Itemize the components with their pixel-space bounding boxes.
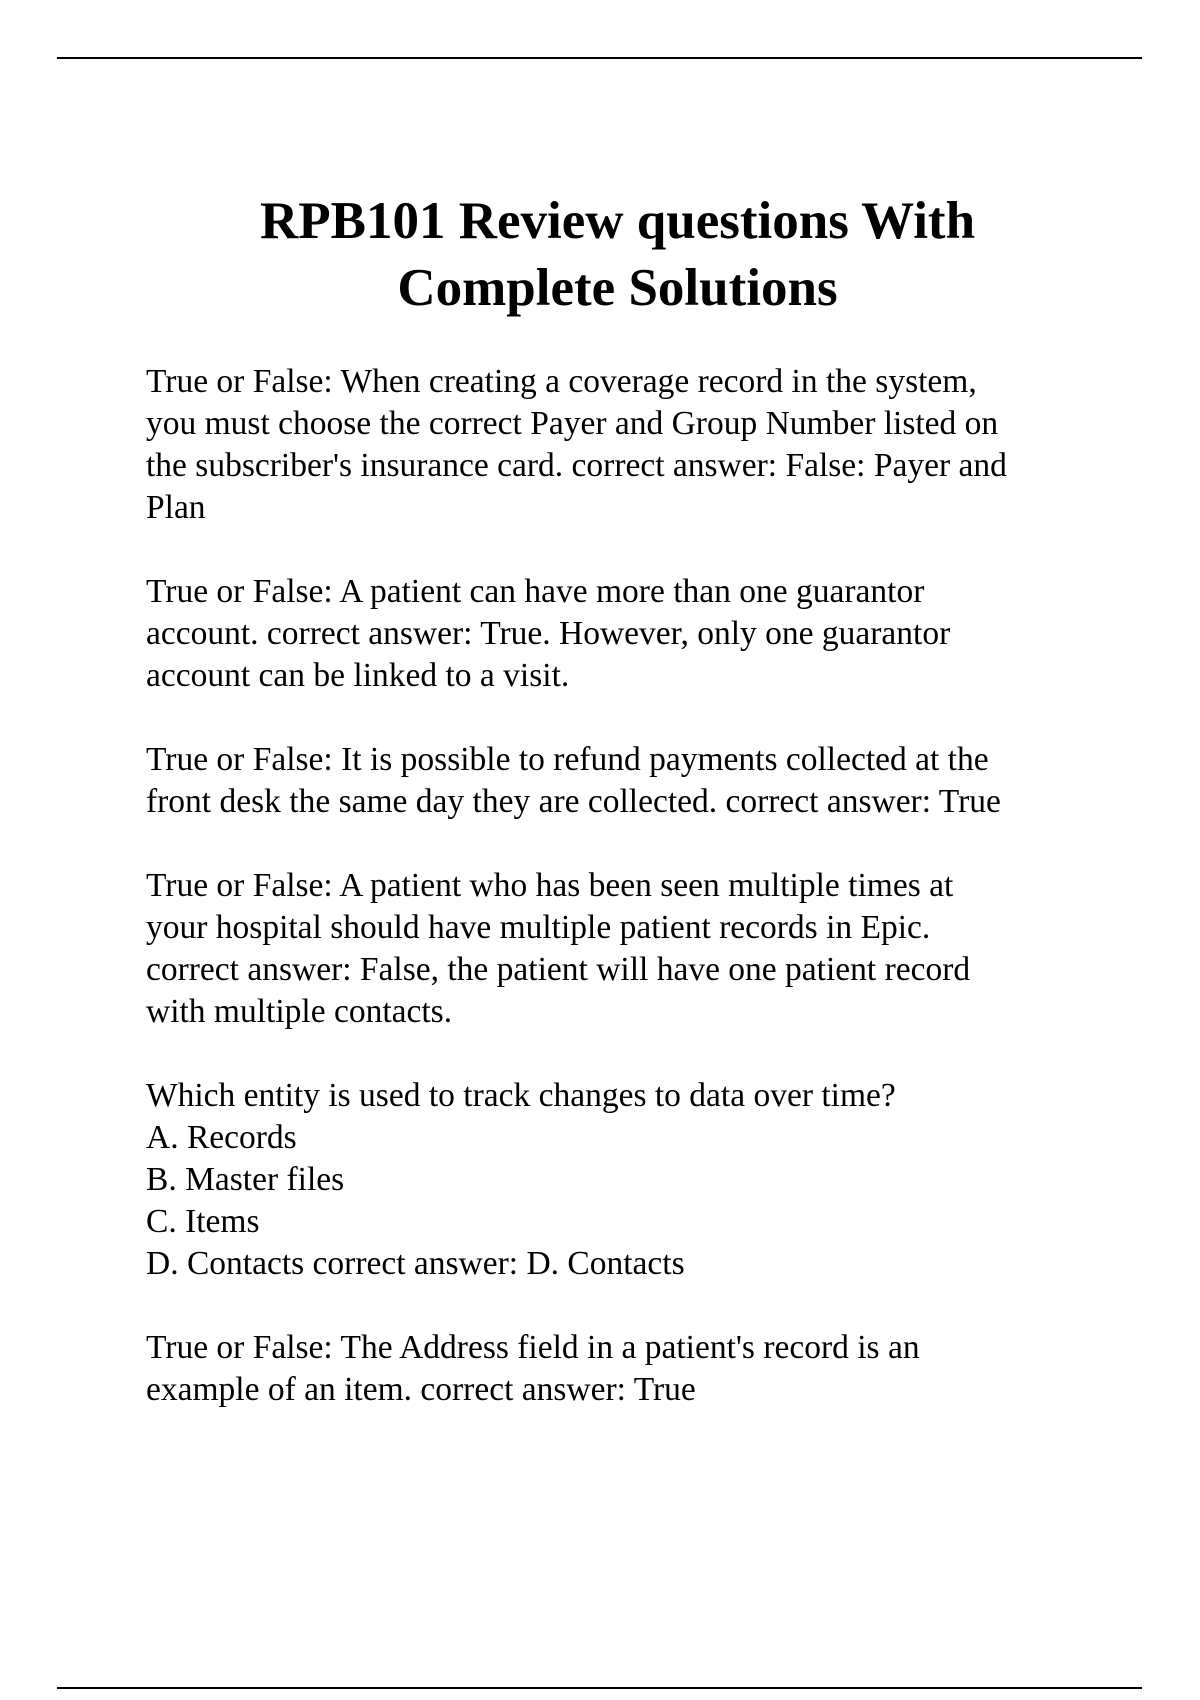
document-title — [100, 188, 1135, 322]
answer-option: D. Contacts correct answer: D. Contacts — [146, 1245, 685, 1282]
question-line: True or False: The Address field in a patient's record is an — [146, 1329, 920, 1366]
question-item — [146, 1075, 1146, 1285]
answer-option: B. Master files — [146, 1161, 345, 1198]
question-line: example of an item. correct answer: True — [146, 1371, 696, 1408]
question-line: you must choose the correct Payer and Group Number listed on — [146, 405, 999, 442]
title-line: RPB101 Review questions With — [259, 192, 976, 250]
footer-rule — [57, 1687, 1142, 1689]
question-line: True or False: It is possible to refund payments collected at the — [146, 741, 989, 778]
question-line: account can be linked to a visit. — [146, 657, 570, 694]
question-line: the subscriber's insurance card. correct answer: False: Payer and — [146, 447, 1007, 484]
question-list — [146, 361, 1146, 1453]
question-line: front desk the same day they are collected. correct answer: True — [146, 783, 1001, 820]
question-line: Which entity is used to track changes to data over time? — [146, 1077, 896, 1114]
question-line: True or False: When creating a coverage record in the system, — [146, 363, 977, 400]
question-item — [146, 1327, 1146, 1411]
question-item — [146, 739, 1146, 823]
question-item — [146, 865, 1146, 1033]
question-line: Plan — [146, 489, 206, 526]
title-line: Complete Solutions — [397, 259, 838, 317]
question-line: with multiple contacts. — [146, 993, 453, 1030]
question-line: your hospital should have multiple patient records in Epic. — [146, 909, 931, 946]
question-line: True or False: A patient who has been seen multiple times at — [146, 867, 954, 904]
answer-option: A. Records — [146, 1119, 297, 1156]
question-line: account. correct answer: True. However, only one guarantor — [146, 615, 951, 652]
header-rule — [57, 57, 1142, 59]
question-item — [146, 361, 1146, 529]
question-line: correct answer: False, the patient will have one patient record — [146, 951, 971, 988]
question-line: True or False: A patient can have more than one guarantor — [146, 573, 925, 610]
question-item — [146, 571, 1146, 697]
answer-option: C. Items — [146, 1203, 260, 1240]
